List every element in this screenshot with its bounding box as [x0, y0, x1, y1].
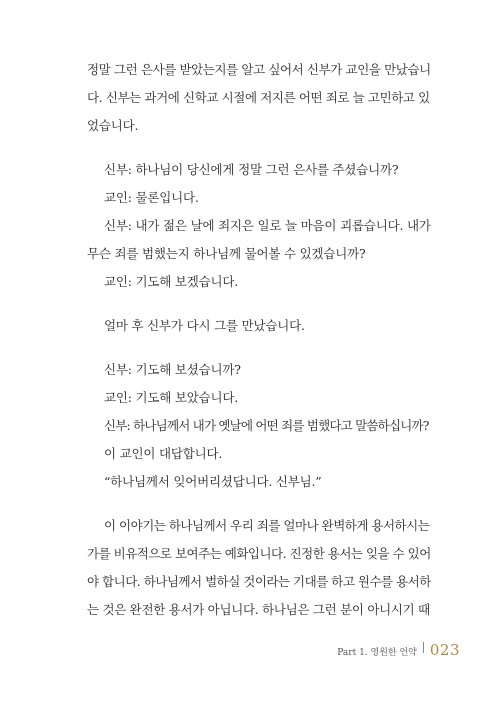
body-line: 다. 신부는 과거에 신학교 시절에 저지른 어떤 죄로 늘 고민하고 있 [87, 90, 430, 105]
running-footer-title: Part 1. 영원한 언약 [337, 648, 417, 658]
body-line: 야 합니다. 하나님께서 벌하실 것이라는 기대를 하고 원수를 용서하 [87, 574, 431, 589]
dialogue-line: 무슨 죄를 범했는지 하나님께 물어볼 수 있겠습니까? [87, 246, 366, 261]
dialogue-line: 교인: 기도해 보겠습니다. [104, 274, 239, 289]
page-number: 023 [429, 641, 460, 659]
page-footer [337, 641, 460, 659]
body-line: 었습니다. [87, 118, 139, 133]
footer-divider [423, 642, 424, 653]
dialogue-line: “하나님께서 잊어버리셨답니다. 신부님.” [104, 474, 322, 489]
body-line: 정말 그런 은사를 받았는지를 알고 싶어서 신부가 교인을 만났습니 [87, 62, 431, 77]
body-line: 는 것은 완전한 용서가 아닙니다. 하나님은 그런 분이 아니시기 때 [87, 602, 430, 617]
dialogue-line: 교인: 물론입니다. [104, 190, 199, 205]
dialogue-line: 교인: 기도해 보았습니다. [104, 390, 239, 405]
dialogue-line: 신부: 하나님께서 내가 옛날에 어떤 죄를 범했다고 말씀하십니까? [104, 418, 429, 433]
dialogue-line: 신부: 기도해 보셨습니까? [104, 362, 241, 377]
dialogue-line: 이 교인이 대답합니다. [104, 446, 223, 461]
body-line: 이 이야기는 하나님께서 우리 죄를 얼마나 완벽하게 용서하시는 [104, 518, 430, 533]
dialogue-line: 신부: 하나님이 당신에게 정말 그런 은사를 주셨습니까? [104, 162, 399, 177]
narration-line: 얼마 후 신부가 다시 그를 만났습니다. [104, 318, 305, 333]
body-line: 가를 비유적으로 보여주는 예화입니다. 진정한 용서는 잊을 수 있어 [87, 546, 431, 561]
dialogue-line: 신부: 내가 젊은 날에 죄지은 일로 늘 마음이 괴롭습니다. 내가 [104, 218, 431, 233]
